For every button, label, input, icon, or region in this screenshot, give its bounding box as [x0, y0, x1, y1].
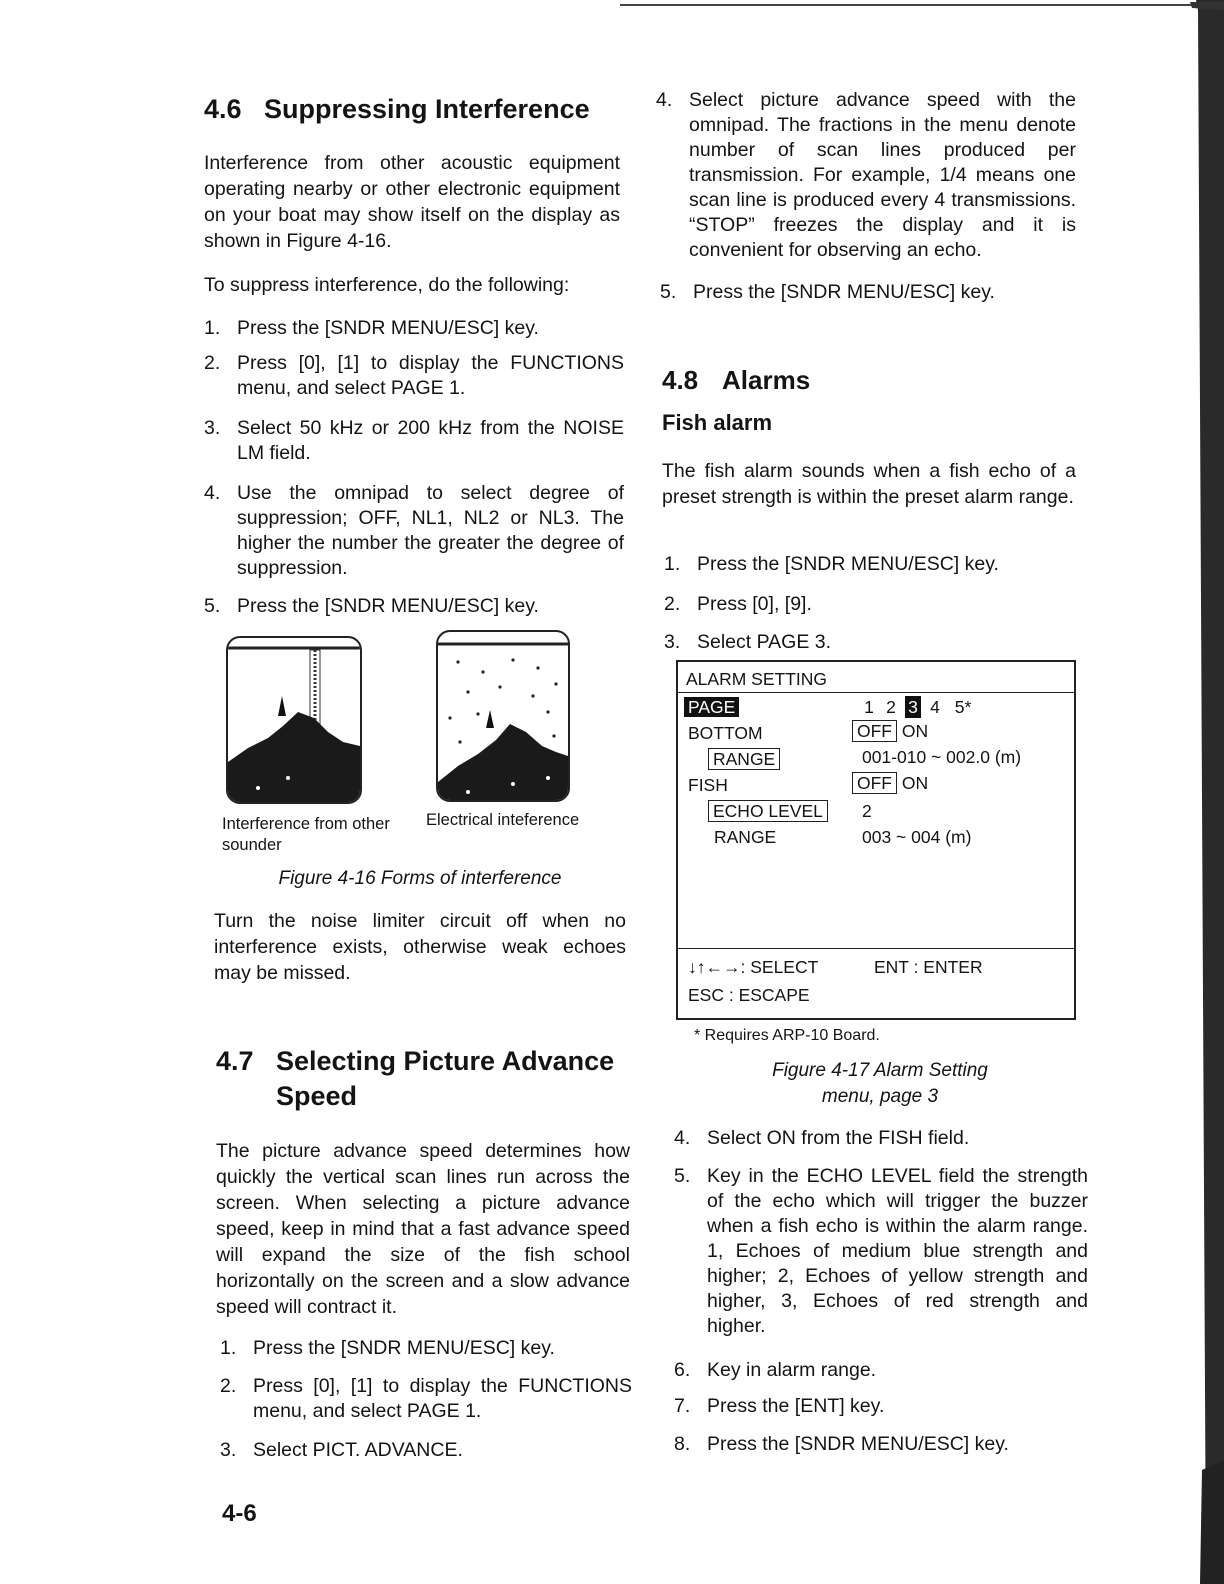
interference-screen-sounder [226, 636, 362, 804]
list-item: 2. Press [0], [1] to display the FUNCTIONS menu, and select PAGE 1. [220, 1375, 632, 1422]
list-item: 4. Select picture advance speed with the omnipad. The fractions in the menu denote number of scan lines produced per transmission. For example, 1/4 means one scan line is produced every 4 transmissions. “STOP” freezes the display and it is convenient for observing an echo. [656, 89, 1076, 261]
fish-alarm-subheading: Fish alarm [662, 410, 773, 435]
echo-level-value: 2 [862, 801, 872, 821]
binding-edge-shadow [1162, 0, 1224, 1584]
alarm-footnote: * Requires ARP-10 Board. [694, 1027, 880, 1044]
fish-alarm-toggle: OFF ON [852, 772, 928, 794]
figure-4-16-label-electrical: Electrical inteference [426, 811, 580, 829]
page-5: 5* [954, 697, 972, 717]
section-4-7-intro: The picture advance speed determines how quickly the vertical scan lines run across the screen. When selecting a picture advance speed, keep in mind that a fast advance speed will expand the size of the fish school horizontally on the screen and a slow advance speed will contract it. [216, 1140, 630, 1318]
alarm-menu-footer-rule [678, 948, 1074, 949]
sounder-interference-illustration [228, 638, 360, 802]
footer-escape-hint: ESC : ESCAPE [688, 985, 810, 1005]
figure-4-16-label-sounder: Interference from other sounder [222, 815, 390, 854]
figure-4-16-caption: Figure 4-16 Forms of interference [278, 868, 562, 889]
list-item: 8. Press the [SNDR MENU/ESC] key. [674, 1433, 1009, 1455]
list-item: 2. Press [0], [1] to display the FUNCTIONS menu, and select PAGE 1. [204, 352, 624, 399]
page-selector [858, 696, 980, 718]
section-4-6-lead: To suppress interference, do the following: [204, 274, 570, 296]
list-item: 5. Press the [SNDR MENU/ESC] key. [660, 281, 995, 303]
list-item: 4. Use the omnipad to select degree of suppression; OFF, NL1, NL2 or NL3. The higher the number the greater the degree of suppression. [204, 482, 624, 579]
list-item: 1. Press the [SNDR MENU/ESC] key. [664, 553, 999, 575]
list-item: 3. Select PICT. ADVANCE. [220, 1439, 463, 1461]
electrical-interference-illustration [438, 632, 568, 800]
page-4: 4 [930, 697, 940, 717]
bottom-range-label: RANGE [708, 748, 780, 770]
section-4-6-intro: Interference from other acoustic equipment operating nearby or other electronic equipment on your boat may show itself on the display as shown in Figure 4-16. [204, 152, 620, 252]
top-rule [620, 4, 1194, 6]
fish-range-value: 003 ~ 004 (m) [862, 827, 972, 847]
section-4-6-note: Turn the noise limiter circuit off when no interference exists, otherwise weak echoes may be missed. [214, 910, 626, 984]
alarm-menu-title: ALARM SETTING [686, 669, 827, 689]
footer-enter-hint: ENT : ENTER [874, 957, 983, 977]
page-label: PAGE [684, 696, 739, 718]
section-4-8-heading: 4.8 Alarms [662, 365, 811, 395]
bottom-range-value: 001-010 ~ 002.0 (m) [862, 747, 1022, 767]
list-item: 5. Press the [SNDR MENU/ESC] key. [204, 595, 539, 617]
figure-4-17-caption-line2: menu, page 3 [821, 1086, 939, 1107]
list-item: 3. Select 50 kHz or 200 kHz from the NOISE LM field. [204, 417, 624, 464]
interference-screen-electrical [436, 630, 570, 802]
bottom-label: BOTTOM [688, 723, 763, 743]
footer-select-hint: ↓↑←→: SELECT [688, 957, 819, 977]
page-3-selected: 3 [905, 696, 921, 718]
list-item: 1. Press the [SNDR MENU/ESC] key. [220, 1337, 555, 1359]
alarm-menu-title-rule [678, 692, 1074, 693]
list-item: 4. Select ON from the FISH field. [674, 1127, 970, 1149]
figure-4-17-caption-line1: Figure 4-17 Alarm Setting [772, 1060, 988, 1081]
echo-level-label: ECHO LEVEL [708, 800, 828, 822]
list-item: 2. Press [0], [9]. [664, 593, 812, 615]
list-item: 5. Key in the ECHO LEVEL field the strength of the echo which will trigger the buzzer when a fish echo is within the alarm range. 1, Echoes of medium blue strength and higher; 2, Echoes of yellow strength and higher, 3, Echoes of red strength and higher. [674, 1165, 1088, 1337]
section-4-6-heading: 4.6 Suppressing Interference [204, 94, 590, 124]
list-item: 6. Key in alarm range. [674, 1359, 877, 1381]
page-number: 4-6 [222, 1500, 257, 1527]
fish-range-label: RANGE [714, 827, 777, 847]
section-4-7-heading: 4.7 Selecting Picture Advance Speed [216, 1046, 615, 1112]
list-item: 7. Press the [ENT] key. [674, 1395, 885, 1417]
fish-label: FISH [688, 775, 728, 795]
bottom-alarm-toggle: OFF ON [852, 720, 928, 742]
page-1: 1 [864, 697, 874, 717]
section-4-8-intro: The fish alarm sounds when a fish echo of a preset strength is within the preset alarm range. [662, 460, 1076, 508]
list-item: 3. Select PAGE 3. [664, 631, 832, 653]
page-2: 2 [886, 697, 896, 717]
alarm-setting-menu [676, 660, 1076, 1020]
list-item: 1. Press the [SNDR MENU/ESC] key. [204, 317, 539, 339]
